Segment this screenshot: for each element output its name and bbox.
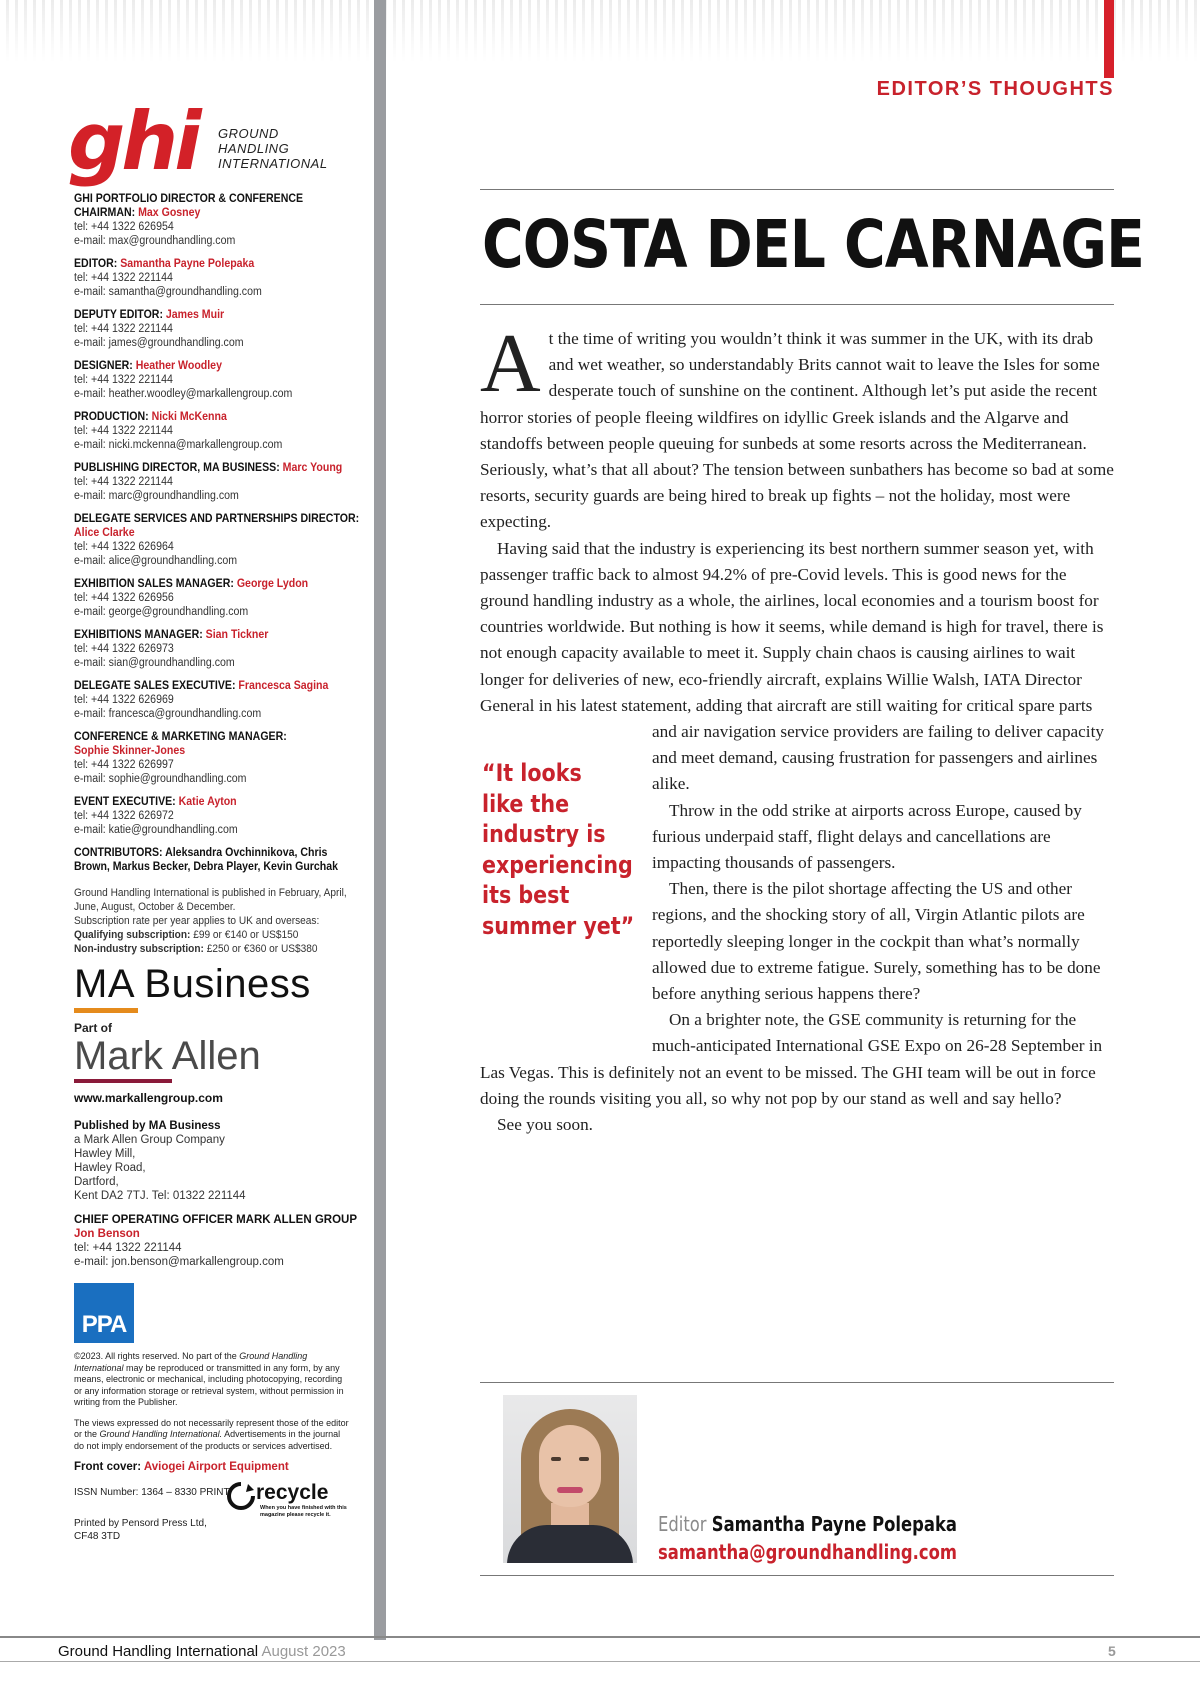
publication-schedule: Ground Handling International is published in February, April, June, August, October & December.: [74, 887, 347, 913]
staff-entry: [74, 628, 365, 670]
staff-entry: [74, 359, 365, 401]
coo-tel: tel: +44 1322 221144: [74, 1242, 182, 1254]
coo-name: Jon Benson: [74, 1228, 140, 1240]
printer-credit: [74, 1517, 364, 1543]
non-industry-subscription: [74, 942, 365, 956]
headline-rule-top: [480, 189, 1114, 190]
staff-list: [74, 192, 365, 956]
qualifying-subscription: [74, 928, 365, 942]
staff-tel: tel: +44 1322 221144: [74, 425, 173, 437]
staff-role: EXHIBITIONS MANAGER:: [74, 629, 206, 641]
staff-name: Heather Woodley: [135, 360, 222, 372]
pull-quote-line: its best: [482, 881, 570, 909]
publisher-title: Published by MA Business: [74, 1120, 221, 1132]
part-of-label: Part of: [74, 1021, 113, 1035]
article-headline: COSTA DEL CARNAGE: [482, 206, 1145, 283]
ppa-logo: PPA: [74, 1283, 134, 1343]
staff-tel: tel: +44 1322 626954: [74, 221, 174, 233]
staff-name: Sian Tickner: [205, 629, 269, 641]
coo-role: CHIEF OPERATING OFFICER MARK ALLEN GROUP: [74, 1214, 358, 1226]
pull-quote-line: “It looks: [482, 759, 582, 787]
staff-email[interactable]: e-mail: james@groundhandling.com: [74, 337, 244, 349]
front-cover-label: Front cover:: [74, 1461, 144, 1473]
column-divider: [374, 0, 386, 1640]
pull-quote-line: summer yet”: [482, 911, 635, 940]
subscription-rate: Subscription rate per year applies to UK and overseas:: [74, 915, 320, 927]
editor-byline: [658, 1512, 957, 1536]
paragraph-text: On a brighter note, the GSE community is returning for the much-anticipated International GSE Expo on 26-28 September in Las Vegas. This is definitely not an event to be missed. The GHI team will be out in force doing the rounds visiting you all, so why not pop by our stand as well and say hello?: [480, 1010, 1103, 1108]
website-link[interactable]: www.markallengroup.com: [74, 1091, 223, 1105]
qualifying-value: £99 or €140 or US$150: [190, 929, 299, 941]
staff-tel: tel: +44 1322 221144: [74, 476, 173, 488]
recycle-word: recycle: [256, 1481, 329, 1504]
staff-entry: [74, 410, 365, 452]
masthead-sidebar: [68, 95, 364, 1543]
publisher-address: [74, 1119, 364, 1203]
staff-entry: [74, 461, 365, 503]
editor-label: Editor: [658, 1512, 707, 1536]
staff-entry: [74, 679, 365, 721]
disclaimer-title: Ground Handling International.: [99, 1429, 223, 1439]
recycle-icon: [226, 1481, 256, 1511]
staff-name: Sophie Skinner-Jones: [74, 745, 186, 757]
staff-tel: tel: +44 1322 626997: [74, 759, 174, 771]
staff-tel: tel: +44 1322 221144: [74, 272, 173, 284]
paragraph-text: Having said that the industry is experiencing its best northern summer season yet, with passenger traffic back to almost 94.2% of pre-Covid levels. This is good news for the ground handling industry as a whole, the airlines, local economies and a tourism boost for countries worldwide. But nothing is how it seems, while demand is high for travel, there is not enough capacity available to meet it. Supply chain chaos is causing airlines to wait longer for deliveries of new, eco-friendly aircraft, explains Willie Walsh, IATA Director General in his latest statement, adding that aircraft are still waiting for critical spare parts and air navigation service providers are failing to deliver capacity and meet demand, causing frustration for passengers and airlines alike.: [480, 538, 1104, 794]
footer-rule-bottom: [0, 1661, 1200, 1662]
disclaimer-text: The views expressed do not necessarily represent those of the editor or the: [74, 1417, 349, 1439]
pull-quote-line: like the: [482, 789, 570, 818]
footer-date: August 2023: [261, 1643, 346, 1660]
pull-quote-line: experiencing: [482, 850, 633, 879]
photo-eye: [551, 1457, 561, 1461]
copyright-text: ©2023. All rights reserved. No part of the: [74, 1351, 240, 1361]
staff-role: PRODUCTION:: [74, 411, 152, 423]
coo-entry: [74, 1213, 364, 1269]
staff-role: DESIGNER:: [74, 360, 136, 372]
byline-rule-bottom: [480, 1575, 1114, 1576]
ghi-logo: [68, 95, 364, 192]
mark-allen-underline: [74, 1079, 172, 1083]
non-industry-value: £250 or €360 or US$380: [203, 943, 318, 955]
editor-photo: [503, 1395, 637, 1563]
staff-name: Nicki McKenna: [151, 411, 227, 423]
logo-line: HANDLING: [218, 141, 290, 156]
recycle-logo: [226, 1481, 360, 1519]
staff-email[interactable]: e-mail: sian@groundhandling.com: [74, 657, 235, 669]
staff-role: DEPUTY EDITOR:: [74, 309, 166, 321]
section-label: EDITOR’S THOUGHTS: [876, 78, 1114, 100]
paragraph-text: See you soon.: [497, 1115, 593, 1135]
staff-name: Marc Young: [282, 462, 343, 474]
staff-entry: [74, 308, 365, 350]
ma-business-logo: MA Business: [74, 962, 311, 1006]
non-industry-label: Non-industry subscription:: [74, 943, 204, 955]
staff-entry: [74, 512, 365, 568]
ma-business-underline: [74, 1008, 138, 1013]
staff-name: Samantha Payne Polepaka: [120, 258, 255, 270]
editor-name: Samantha Payne Polepaka: [711, 1512, 957, 1536]
disclaimer-text: Advertisements in the journal do not imply endorsement of the products or services advertised.: [74, 1429, 341, 1451]
staff-name: George Lydon: [236, 578, 309, 590]
coo-email[interactable]: e-mail: jon.benson@markallengroup.com: [74, 1256, 284, 1268]
staff-role: EDITOR:: [74, 258, 121, 270]
staff-email[interactable]: e-mail: marc@groundhandling.com: [74, 490, 239, 502]
staff-tel: tel: +44 1322 221144: [74, 323, 173, 335]
recycle-subtext: When you have finished with this magazine please recycle it.: [260, 1505, 347, 1518]
header-accent-bar: [1104, 0, 1114, 78]
footer-publication: [58, 1643, 346, 1660]
staff-email[interactable]: e-mail: george@groundhandling.com: [74, 606, 249, 618]
staff-role: EXHIBITION SALES MANAGER:: [74, 578, 237, 590]
photo-lips: [557, 1487, 583, 1493]
copyright-text: may be reproduced or transmitted in any form, by any means, electronic or mechanical, including photocopying, recording or any information storage or retrieval system, without permission in writing from the Publisher.: [74, 1362, 344, 1407]
staff-role: EVENT EXECUTIVE:: [74, 796, 179, 808]
logo-mark: ghi: [68, 95, 198, 188]
staff-email[interactable]: e-mail: alice@groundhandling.com: [74, 555, 238, 567]
staff-entry: [74, 257, 365, 299]
address-line: Hawley Road,: [74, 1162, 146, 1174]
copyright-title: Ground Handling International: [74, 1351, 308, 1373]
contributors: CONTRIBUTORS: Aleksandra Ovchinnikova, Chris Brown, Markus Becker, Debra Player, Kevin Gurchak: [74, 847, 339, 873]
paragraph-text: Throw in the odd strike at airports across Europe, caused by furious underpaid staff, flight delays and cancellations are impacting thousands of passengers.: [652, 800, 1082, 873]
staff-name: Francesca Sagina: [238, 680, 329, 692]
staff-entry: [74, 795, 365, 837]
staff-tel: tel: +44 1322 221144: [74, 374, 173, 386]
editor-email[interactable]: samantha@groundhandling.com: [658, 1540, 957, 1564]
photo-eye: [579, 1457, 589, 1461]
staff-role: DELEGATE SALES EXECUTIVE:: [74, 680, 239, 692]
staff-email[interactable]: e-mail: francesca@groundhandling.com: [74, 708, 262, 720]
address-line: Dartford,: [74, 1176, 119, 1188]
staff-tel: tel: +44 1322 626964: [74, 541, 174, 553]
staff-role: DELEGATE SERVICES AND PARTNERSHIPS DIRECTOR:: [74, 513, 360, 525]
page-number: 5: [1108, 1643, 1116, 1659]
logo-line: INTERNATIONAL: [218, 156, 328, 171]
headline-rule-bottom: [480, 304, 1114, 305]
article-body: [480, 317, 1114, 1138]
logo-line: GROUND: [218, 126, 279, 141]
staff-email[interactable]: e-mail: max@groundhandling.com: [74, 235, 236, 247]
paragraph-text: Then, there is the pilot shortage affecting the US and other regions, and the shocking story of all, Virgin Atlantic pilots are reportedly sleeping longer in the cockpit than what’s normally allowed due to extreme fatigue. Surely, something has to be done before anything serious happens there?: [652, 879, 1101, 1004]
front-cover-value: Aviogei Airport Equipment: [143, 1461, 289, 1473]
byline-rule-top: [480, 1382, 1114, 1383]
issn-row: [74, 1481, 364, 1517]
drop-cap: A: [480, 317, 541, 410]
issn-number: ISSN Number: 1364 – 8330 PRINT: [74, 1487, 230, 1498]
staff-tel: tel: +44 1322 626956: [74, 592, 174, 604]
staff-name: Alice Clarke: [74, 527, 135, 539]
staff-tel: tel: +44 1322 626969: [74, 694, 174, 706]
pull-quote-line: industry is: [482, 820, 606, 848]
address-line: a Mark Allen Group Company: [74, 1134, 225, 1146]
address-line: Kent DA2 7TJ. Tel: 01322 221144: [74, 1190, 246, 1202]
paragraph: [480, 317, 1114, 536]
staff-entry: [74, 577, 365, 619]
mark-allen-logo: Mark Allen: [74, 1034, 261, 1078]
staff-email[interactable]: e-mail: samantha@groundhandling.com: [74, 286, 262, 298]
paragraph-text: t the time of writing you wouldn’t think it was summer in the UK, with its drab and wet weather, so understandably Brits cannot wait to leave the Isles for some desperate touch of sunshine on the continent. Although let’s put aside the recent horror stories of people fleeing wildfires on idyllic Greek islands and the Algarve and standoffs between people queuing for sunbeds at some resorts across the Mediterranean. Seriously, what’s that all about? The tension between sunbathers has become so bad at some resorts, security guards are being hired to break up fights – not the holiday, most were expecting.: [480, 329, 1114, 532]
staff-role: PUBLISHING DIRECTOR, MA BUSINESS:: [74, 462, 283, 474]
staff-role: GHI PORTFOLIO DIRECTOR & CONFERENCE CHAIRMAN:: [74, 193, 304, 219]
staff-email[interactable]: e-mail: nicki.mckenna@markallengroup.com: [74, 439, 283, 451]
staff-name: James Muir: [165, 309, 225, 321]
qualifying-label: Qualifying subscription:: [74, 929, 191, 941]
staff-email[interactable]: e-mail: heather.woodley@markallengroup.com: [74, 388, 293, 400]
staff-name: Katie Ayton: [178, 796, 237, 808]
staff-entry: [74, 730, 365, 786]
staff-email[interactable]: e-mail: sophie@groundhandling.com: [74, 773, 247, 785]
paragraph: [480, 1112, 1114, 1138]
photo-face: [539, 1425, 601, 1507]
staff-name: Max Gosney: [138, 207, 201, 219]
publication-info: [74, 886, 365, 956]
printer-line: Printed by Pensord Press Ltd,: [74, 1518, 207, 1529]
logo-wordmark: [218, 126, 328, 171]
address-line: Hawley Mill,: [74, 1148, 136, 1160]
front-cover-credit: [74, 1461, 364, 1473]
header-stripes: [0, 0, 1200, 62]
footer-rule: [0, 1636, 1200, 1638]
staff-tel: tel: +44 1322 626973: [74, 643, 174, 655]
printer-line: CF48 3TD: [74, 1531, 121, 1542]
photo-shirt: [507, 1525, 633, 1563]
footer-publication-name: Ground Handling International: [58, 1643, 259, 1660]
staff-tel: tel: +44 1322 626972: [74, 810, 174, 822]
views-disclaimer: [74, 1418, 349, 1453]
staff-entry: [74, 192, 365, 248]
staff-role: CONFERENCE & MARKETING MANAGER:: [74, 731, 287, 743]
staff-email[interactable]: e-mail: katie@groundhandling.com: [74, 824, 238, 836]
copyright-notice: [74, 1351, 349, 1409]
pull-quote: [482, 758, 635, 941]
